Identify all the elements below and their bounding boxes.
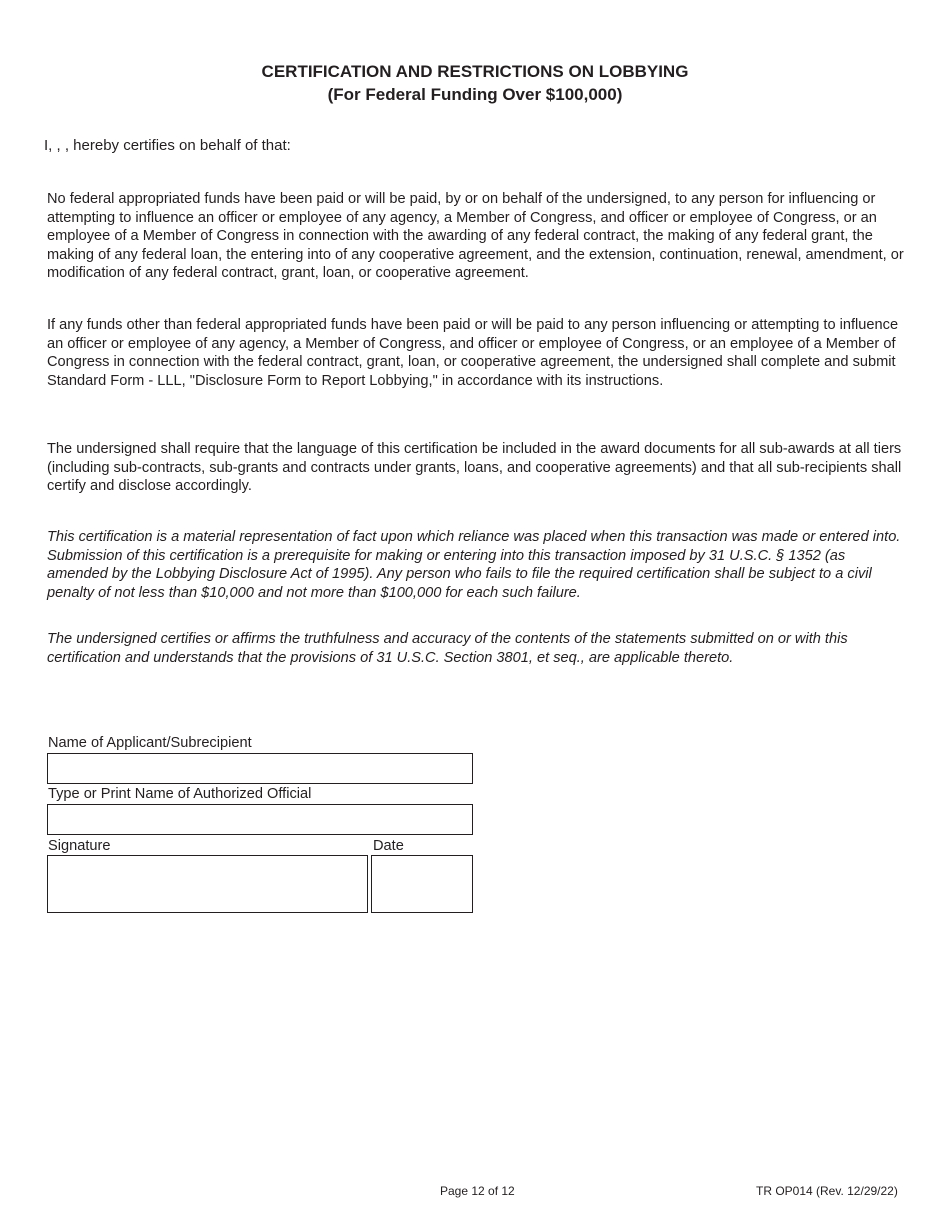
applicant-name-label: Name of Applicant/Subrecipient — [48, 735, 252, 751]
certifier-statement: I, , , hereby certifies on behalf of that: — [44, 137, 291, 154]
page-number: Page 12 of 12 — [440, 1184, 515, 1198]
date-label: Date — [373, 838, 404, 854]
authorized-official-label: Type or Print Name of Authorized Official — [48, 786, 312, 802]
authorized-official-field[interactable] — [47, 804, 473, 835]
form-identifier: TR OP014 (Rev. 12/29/22) — [756, 1184, 898, 1198]
paragraph-other-funds: If any funds other than federal appropriated funds have been paid or will be paid to any person influencing or attempting to influence an officer or employee of any agency, a Member of Congress, and officer or employee of Congress, or an employee of a Member of Congress in connection with the federal contract, grant, loan, or cooperative agreement, the undersigned shall complete and submit Standard Form - LLL, "Disclosure Form to Report Lobbying," in accordance with its instructions. — [47, 317, 899, 389]
signature-field[interactable] — [47, 855, 368, 913]
page-title: CERTIFICATION AND RESTRICTIONS ON LOBBYING — [261, 62, 689, 81]
applicant-name-field[interactable] — [47, 753, 473, 784]
paragraph-affirmation: The undersigned certifies or affirms the truthfulness and accuracy of the contents of the statements submitted on or with this certification and understands that the provisions of 31 U.S.C. Section 3801, et seq., are applicable thereto. — [47, 631, 848, 666]
paragraph-material-representation: This certification is a material representation of fact upon which reliance was placed when this transaction was made or entered into. Submission of this certification is a prerequisite for making or entering into this transaction imposed by 31 U.S.C. § 1352 (as amended by the Lobbying Disclosure Act of 1995). Any person who fails to file the required certification shall be subject to a civil penalty of not less than $10,000 and not more than $100,000 for each such failure. — [47, 529, 901, 601]
paragraph-sub-awards: The undersigned shall require that the language of this certification be included in the award documents for all sub-awards at all tiers (including sub-contracts, sub-grants and contracts under grants, loans, and cooperative agreements) and that all sub-recipients shall certify and disclose accordingly. — [47, 441, 902, 495]
page-subtitle: (For Federal Funding Over $100,000) — [327, 85, 623, 104]
date-field[interactable] — [371, 855, 473, 913]
signature-label: Signature — [48, 838, 111, 854]
paragraph-appropriated-funds: No federal appropriated funds have been paid or will be paid, by or on behalf of the undersigned, to any person for influencing or attempting to influence an officer or employee of any agency, a Member of Congress, and officer or employee of Congress, or an employee of a Member of Congress in connection with the awarding of any federal contract, the making of any federal grant, the making of any federal loan, the entering into of any cooperative agreement, and the extension, continuation, renewal, amendment, or modification of any federal contract, grant, loan, or cooperative agreement. — [47, 191, 904, 282]
